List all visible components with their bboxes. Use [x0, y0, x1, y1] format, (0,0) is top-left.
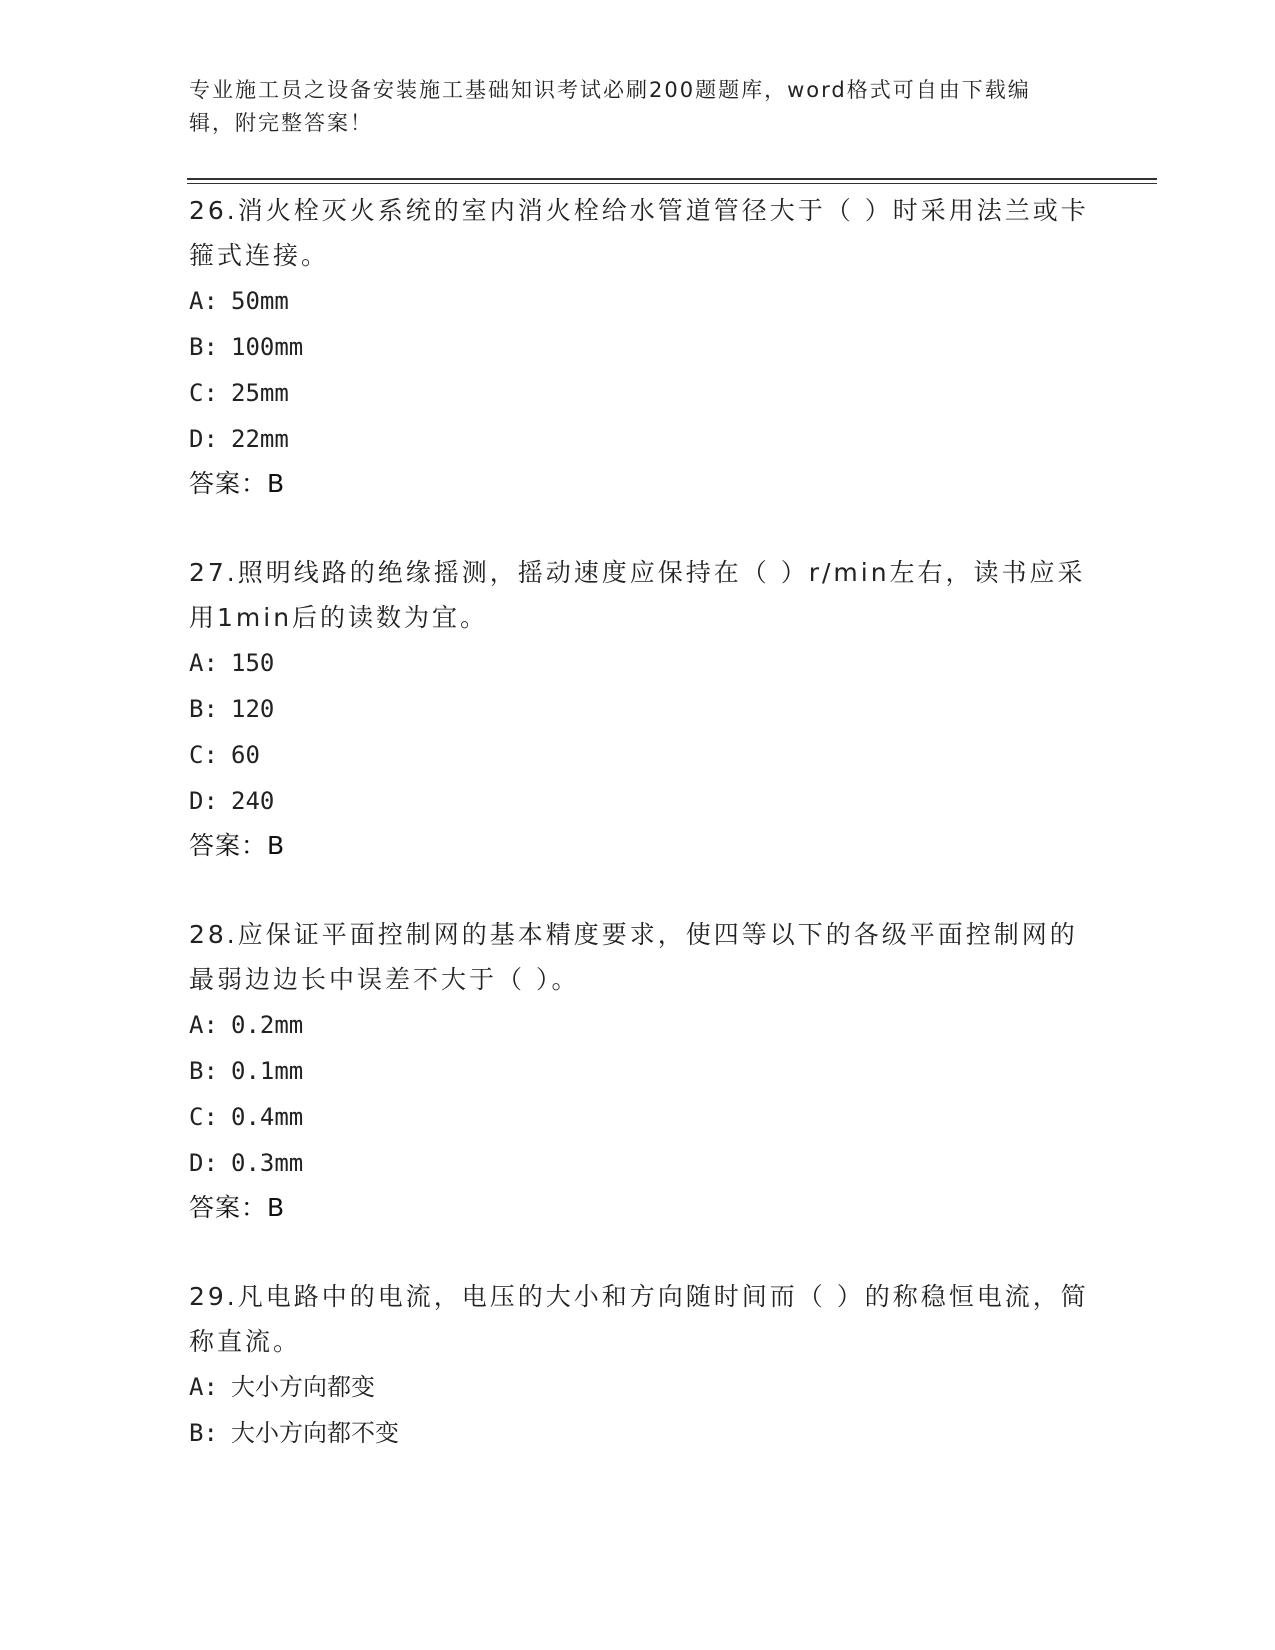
question-stem: 28.应保证平面控制网的基本精度要求，使四等以下的各级平面控制网的最弱边边长中误差不大于（ ）。: [189, 920, 1078, 994]
option-d: [189, 416, 1089, 462]
option-a: [189, 640, 1089, 686]
option-c: [189, 1094, 1089, 1140]
question-27: [189, 550, 1089, 868]
option-text: 100mm: [231, 333, 304, 361]
option-b: [189, 1048, 1089, 1094]
option-text: 0.1mm: [231, 1057, 304, 1085]
option-text: 大小方向都不变: [231, 1419, 399, 1447]
option-d: [189, 778, 1089, 824]
option-b: [189, 1410, 1089, 1456]
option-text: 0.2mm: [231, 1011, 304, 1039]
option-label: B:: [189, 695, 218, 723]
option-text: 大小方向都变: [231, 1373, 375, 1401]
question-stem: 26.消火栓灭火系统的室内消火栓给水管道管径大于（ ）时采用法兰或卡箍式连接。: [189, 196, 1089, 270]
option-d: [189, 1140, 1089, 1186]
option-label: D:: [189, 1149, 218, 1177]
option-text: 60: [231, 741, 260, 769]
document-header: 专业施工员之设备安装施工基础知识考试必刷200题题库，word格式可自由下载编辑，附完整答案！: [189, 78, 1031, 135]
question-stem: 29.凡电路中的电流，电压的大小和方向随时间而（ ）的称稳恒电流，简称直流。: [189, 1282, 1089, 1356]
option-label: D:: [189, 787, 218, 815]
header-divider-thick: [187, 178, 1157, 180]
option-label: C:: [189, 379, 218, 407]
option-text: 120: [231, 695, 275, 723]
answer: 答案：B: [189, 469, 286, 498]
question-26: [189, 188, 1089, 506]
option-c: [189, 370, 1089, 416]
option-b: [189, 324, 1089, 370]
option-text: 150: [231, 649, 275, 677]
option-label: D:: [189, 425, 218, 453]
option-text: 25mm: [231, 379, 289, 407]
option-label: C:: [189, 1103, 218, 1131]
option-label: B:: [189, 1419, 218, 1447]
option-label: A:: [189, 1373, 218, 1401]
option-a: [189, 1364, 1089, 1410]
option-label: A:: [189, 287, 218, 315]
option-c: [189, 732, 1089, 778]
option-b: [189, 686, 1089, 732]
option-a: [189, 278, 1089, 324]
question-28: [189, 912, 1089, 1230]
option-label: A:: [189, 649, 218, 677]
answer: 答案：B: [189, 831, 286, 860]
option-text: 240: [231, 787, 275, 815]
option-text: 0.3mm: [231, 1149, 304, 1177]
answer: 答案：B: [189, 1193, 286, 1222]
option-text: 50mm: [231, 287, 289, 315]
option-label: C:: [189, 741, 218, 769]
question-29: [189, 1274, 1089, 1456]
option-label: B:: [189, 1057, 218, 1085]
option-a: [189, 1002, 1089, 1048]
option-text: 22mm: [231, 425, 289, 453]
option-label: B:: [189, 333, 218, 361]
option-text: 0.4mm: [231, 1103, 304, 1131]
header-divider-thin: [187, 183, 1157, 184]
option-label: A:: [189, 1011, 218, 1039]
question-stem: 27.照明线路的绝缘摇测，摇动速度应保持在（ ）r/min左右，读书应采用1min后的读数为宜。: [189, 558, 1086, 632]
